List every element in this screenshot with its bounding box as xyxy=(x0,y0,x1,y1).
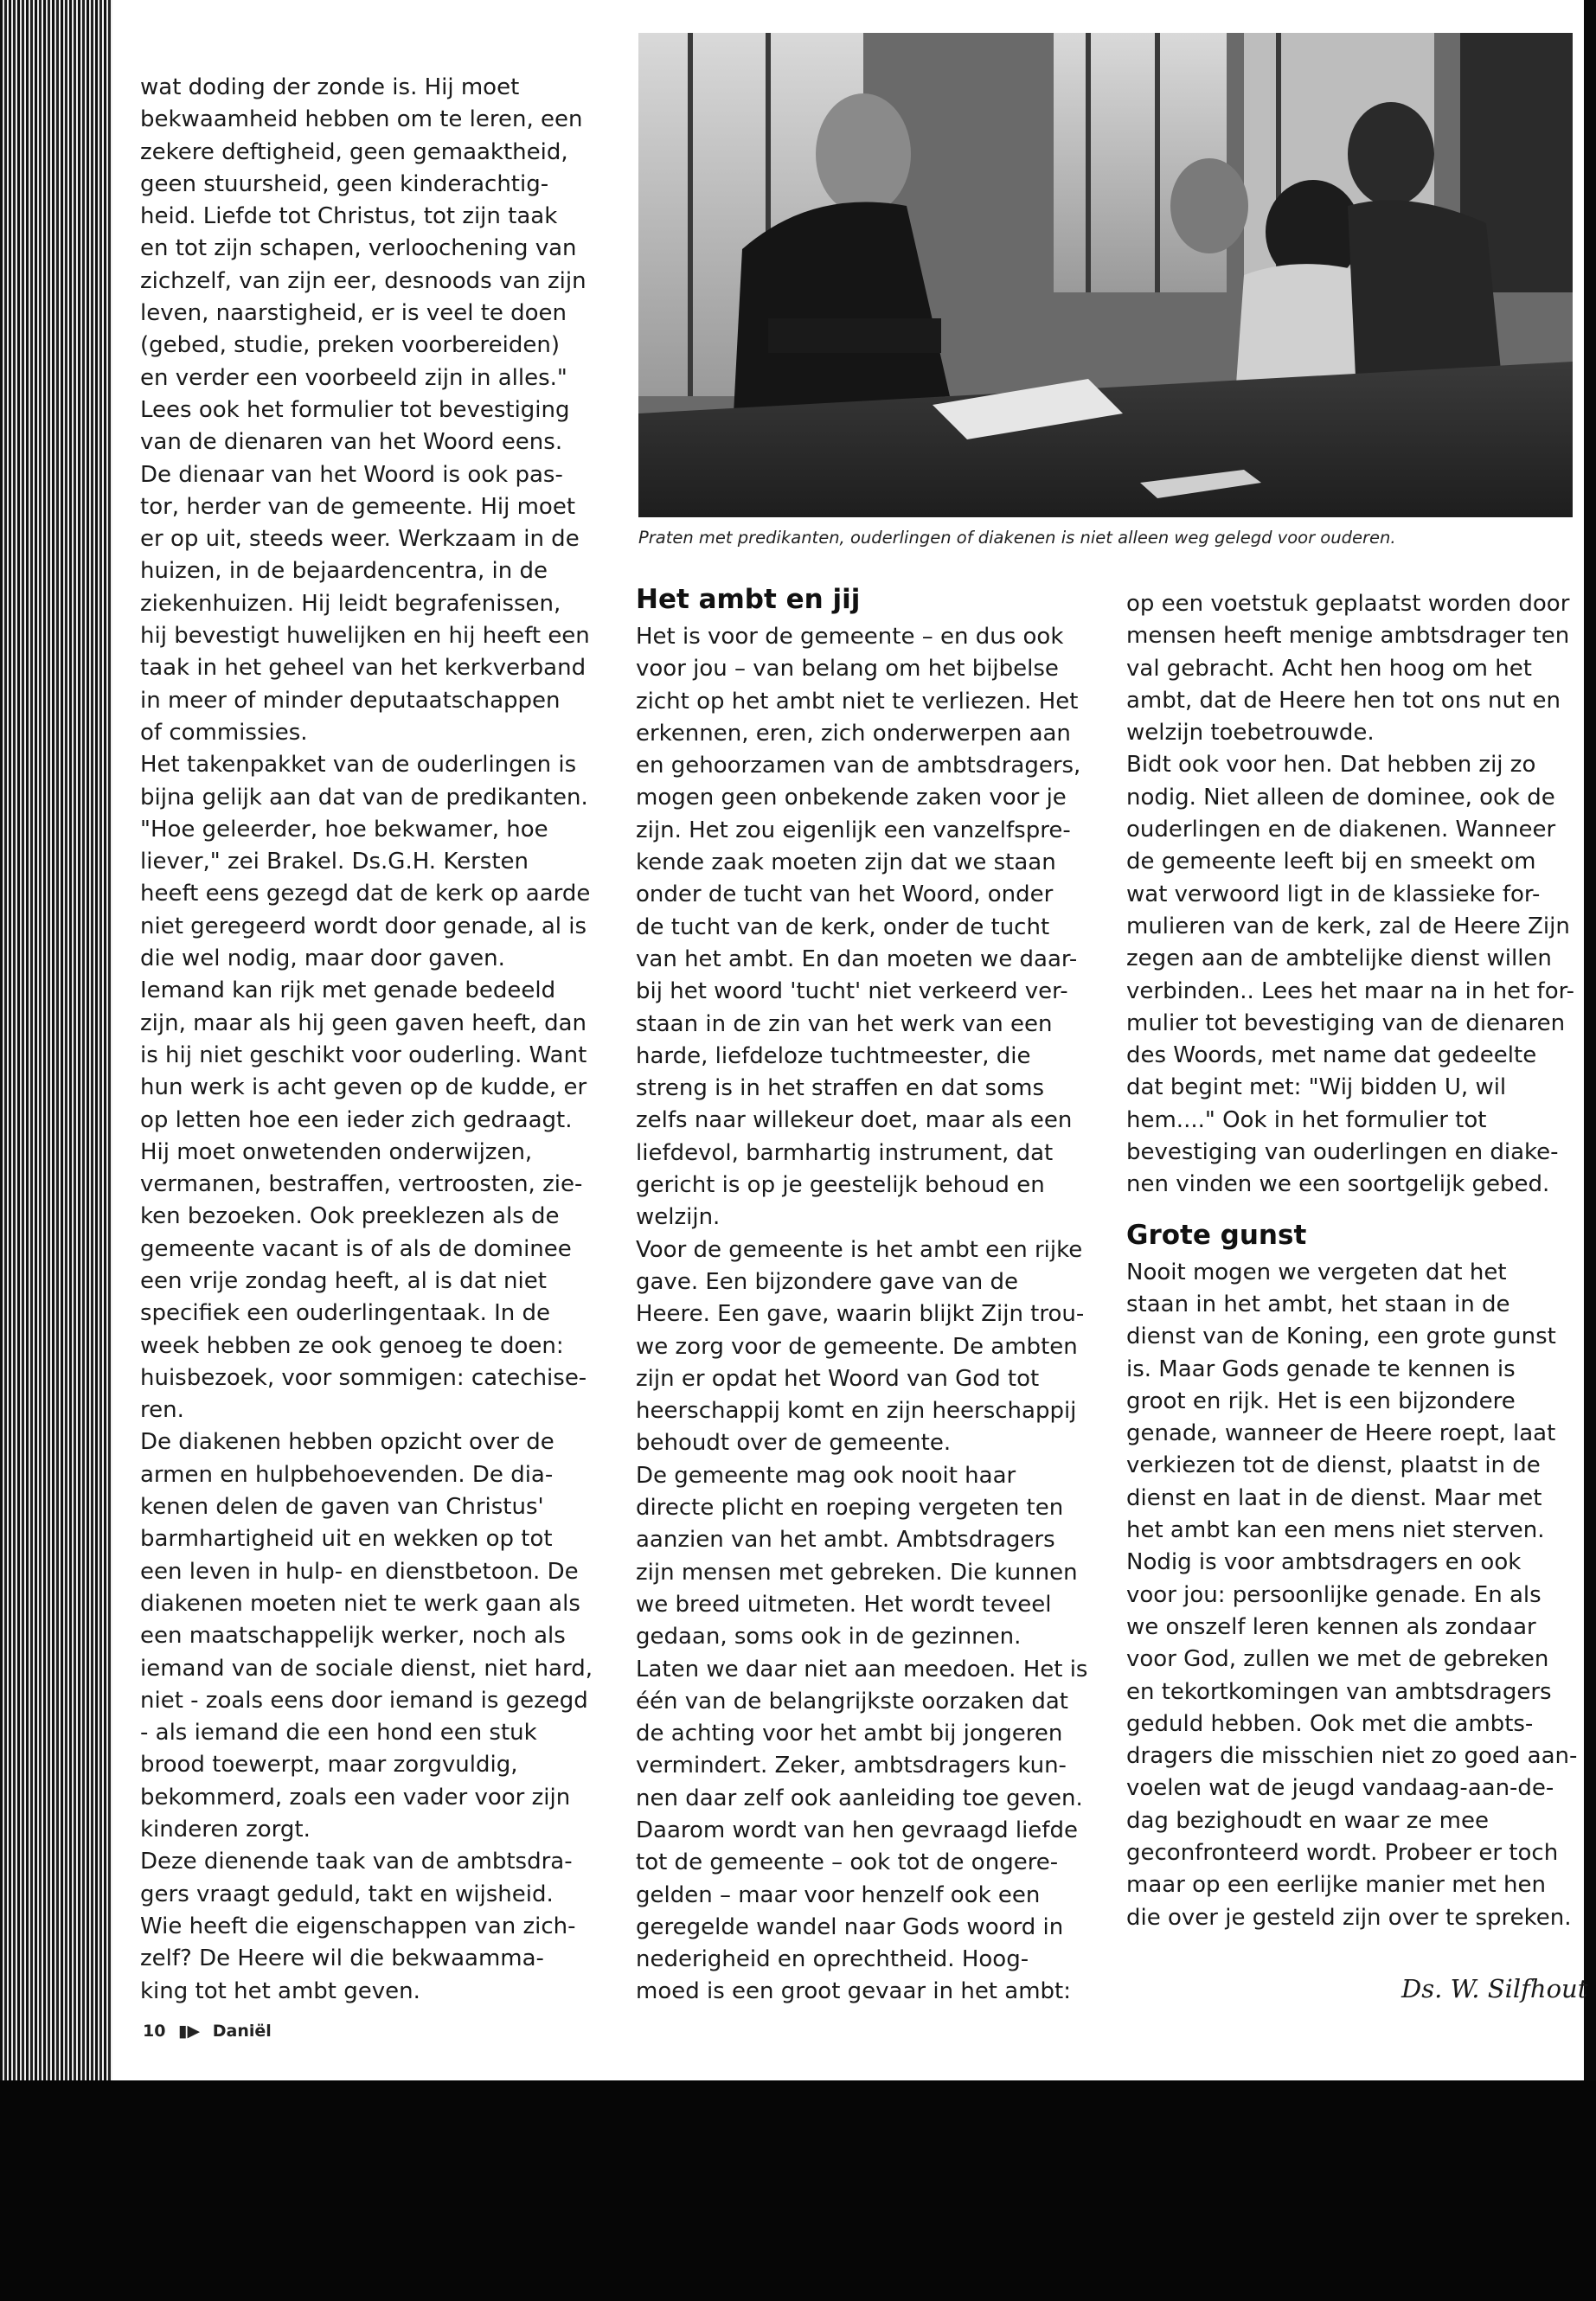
text-line: bevestiging van ouderlingen en diake- xyxy=(1126,1139,1559,1166)
column-3-body-top xyxy=(1126,588,1576,1202)
text-line: specifiek een ouderlingentaak. In de xyxy=(140,1300,551,1327)
text-line: week hebben ze ook genoeg te doen: xyxy=(140,1332,564,1359)
author-signature: Ds. W. Silfhout xyxy=(1401,1974,1588,2003)
text-line: zelfs naar willekeur doet, maar als een xyxy=(636,1107,1073,1134)
text-line: Het takenpakket van de ouderlingen is xyxy=(140,752,577,779)
text-line: groot en rijk. Het is een bijzondere xyxy=(1126,1388,1516,1414)
text-line: nen daar zelf ook aanleiding toe geven. xyxy=(636,1785,1083,1811)
page-footer xyxy=(143,2022,272,2041)
photo-caption: Praten met predikanten, ouderlingen of diakenen is niet alleen weg gelegd voor ouderen. xyxy=(638,528,1396,548)
text-line: we onszelf leren kennen als zondaar xyxy=(1126,1613,1536,1640)
text-line: hij bevestigt huwelijken en hij heeft een xyxy=(140,623,590,650)
text-line: liefdevol, barmhartig instrument, dat xyxy=(636,1139,1054,1166)
text-line: king tot het ambt geven. xyxy=(140,1977,420,2004)
text-line: diakenen moeten niet te werk gaan als xyxy=(140,1590,580,1617)
text-line: ziekenhuizen. Hij leidt begrafenissen, xyxy=(140,590,561,617)
text-line: zijn er opdat het Woord van God tot xyxy=(636,1365,1040,1392)
text-line: mogen geen onbekende zaken voor je xyxy=(636,785,1067,811)
page-number: 10 xyxy=(143,2022,166,2041)
article-column-3 xyxy=(1126,588,1576,1934)
text-line: ren. xyxy=(140,1397,184,1424)
scan-bottom-border xyxy=(0,2080,1596,2301)
right-edge xyxy=(1584,0,1596,2093)
text-line: Iemand kan rijk met genade bedeeld xyxy=(140,977,556,1004)
text-line: zijn. Het zou eigenlijk een vanzelfspre- xyxy=(636,817,1071,843)
text-line: liever," zei Brakel. Ds.G.H. Kersten xyxy=(140,849,529,875)
text-line: een vrije zondag heeft, al is dat niet xyxy=(140,1267,547,1294)
text-line: mensen heeft menige ambtsdrager ten xyxy=(1126,623,1570,650)
text-line: hun werk is acht geven op de kudde, er xyxy=(140,1074,587,1101)
text-line: ambt, dat de Heere hen tot ons nut en xyxy=(1126,687,1561,714)
text-line: Heere. Een gave, waarin blijkt Zijn trou- xyxy=(636,1301,1085,1328)
magazine-name: Daniël xyxy=(212,2022,272,2041)
text-line: Wie heeft die eigenschappen van zich- xyxy=(140,1913,576,1939)
text-line: mulier tot bevestiging van de dienaren xyxy=(1126,1009,1566,1036)
text-line: de gemeente leeft bij en smeekt om xyxy=(1126,849,1536,875)
text-line: Hij moet onwetenden onderwijzen, xyxy=(140,1138,533,1165)
text-line: maar op een eerlijke manier met hen xyxy=(1126,1872,1546,1899)
text-line: geregelde wandel naar Gods woord in xyxy=(636,1913,1064,1940)
text-line: geduld hebben. Ook met die ambts- xyxy=(1126,1710,1534,1737)
text-line: dat begint met: "Wij bidden U, wil xyxy=(1126,1074,1507,1101)
text-line: val gebracht. Acht hen hoog om het xyxy=(1126,655,1532,682)
text-line: niet geregeerd wordt door genade, al is xyxy=(140,913,587,939)
text-line: hem...." Ook in het formulier tot xyxy=(1126,1106,1487,1133)
text-line: des Woords, met name dat gedeelte xyxy=(1126,1042,1537,1069)
text-line: voor God, zullen we met de gebreken xyxy=(1126,1646,1549,1673)
text-line: barmhartigheid uit en wekken op tot xyxy=(140,1526,553,1553)
text-line: bijna gelijk aan dat van de predikanten. xyxy=(140,784,588,811)
text-line: ouderlingen en de diakenen. Wanneer xyxy=(1126,817,1556,843)
text-line: streng is in het straffen en dat soms xyxy=(636,1075,1045,1102)
section-heading-het-ambt-en-jij: Het ambt en jij xyxy=(636,584,861,615)
text-line: huisbezoek, voor sommigen: catechise- xyxy=(140,1364,587,1391)
text-line: verkiezen tot de dienst, plaatst in de xyxy=(1126,1452,1541,1479)
text-line: iemand van de sociale dienst, niet hard, xyxy=(140,1655,593,1682)
text-line: zegen aan de ambtelijke dienst willen xyxy=(1126,945,1552,972)
text-line: geen stuursheid, geen kinderachtig- xyxy=(140,170,549,197)
text-line: we breed uitmeten. Het wordt teveel xyxy=(636,1591,1052,1618)
text-line: bekommerd, zoals een vader voor zijn xyxy=(140,1784,571,1811)
text-line: (gebed, studie, preken voorbereiden) xyxy=(140,332,560,359)
text-line: welzijn. xyxy=(636,1204,721,1231)
article-column-2 xyxy=(636,578,1086,2009)
text-line: Voor de gemeente is het ambt een rijke xyxy=(636,1236,1083,1263)
text-line: voelen wat de jeugd vandaag-aan-de- xyxy=(1126,1775,1554,1802)
text-line: kinderen zorgt. xyxy=(140,1817,311,1843)
text-line: welzijn toebetrouwde. xyxy=(1126,720,1375,747)
text-line: dienst en laat in de dienst. Maar met xyxy=(1126,1484,1542,1511)
text-line: dag bezighoudt en waar ze mee xyxy=(1126,1807,1489,1834)
text-line: zelf? De Heere wil die bekwaamma- xyxy=(140,1945,544,1972)
text-line: onder de tucht van het Woord, onder xyxy=(636,881,1054,908)
text-line: Deze dienende taak van de ambtsdra- xyxy=(140,1849,573,1875)
text-line: nen vinden we een soortgelijk gebed. xyxy=(1126,1171,1550,1198)
text-line: voor jou: persoonlijke genade. En als xyxy=(1126,1581,1542,1608)
text-line: en tot zijn schapen, verloochening van xyxy=(140,235,577,262)
text-line: "Hoe geleerder, hoe bekwamer, hoe xyxy=(140,816,548,843)
text-line: Nooit mogen we vergeten dat het xyxy=(1126,1259,1507,1285)
text-line: nodig. Niet alleen de dominee, ook de xyxy=(1126,784,1555,811)
text-line: van de dienaren van het Woord eens. xyxy=(140,429,563,456)
text-line: geconfronteerd wordt. Probeer er toch xyxy=(1126,1839,1559,1866)
text-line: dragers die misschien niet zo goed aan- xyxy=(1126,1743,1578,1770)
text-line: tor, herder van de gemeente. Hij moet xyxy=(140,493,576,520)
text-line: De dienaar van het Woord is ook pas- xyxy=(140,461,563,488)
text-line: voor jou – van belang om het bijbelse xyxy=(636,656,1059,683)
arrow-icon: ▮▶ xyxy=(178,2022,201,2041)
text-line: gericht is op je geestelijk behoud en xyxy=(636,1172,1045,1199)
text-line: Bidt ook voor hen. Dat hebben zij zo xyxy=(1126,752,1536,779)
text-line: erkennen, eren, zich onderwerpen aan xyxy=(636,720,1071,747)
text-line: De gemeente mag ook nooit haar xyxy=(636,1462,1016,1489)
section-heading-grote-gunst: Grote gunst xyxy=(1126,1219,1307,1251)
text-line: en gehoorzamen van de ambtsdragers, xyxy=(636,753,1081,779)
column-3-body-bottom xyxy=(1126,1257,1576,1934)
text-line: gemeente vacant is of als de dominee xyxy=(140,1235,572,1262)
text-line: op letten hoe een ieder zich gedraagt. xyxy=(140,1106,573,1133)
text-line: en tekortkomingen van ambtsdragers xyxy=(1126,1678,1552,1705)
text-line: heeft eens gezegd dat de kerk op aarde xyxy=(140,881,591,907)
text-line: Nodig is voor ambtsdragers en ook xyxy=(1126,1549,1522,1576)
text-line: armen en hulpbehoevenden. De dia- xyxy=(140,1461,554,1488)
text-line: staan in de zin van het werk van een xyxy=(636,1010,1053,1037)
text-line: de achting voor het ambt bij jongeren xyxy=(636,1721,1063,1747)
text-line: aanzien van het ambt. Ambtsdragers xyxy=(636,1527,1055,1554)
text-line: bij het woord 'tucht' niet verkeerd ver- xyxy=(636,978,1068,1005)
text-line: van het ambt. En dan moeten we daar- xyxy=(636,945,1078,972)
text-line: taak in het geheel van het kerkverband xyxy=(140,655,586,682)
text-line: gers vraagt geduld, takt en wijsheid. xyxy=(140,1881,554,1907)
text-line: verbinden.. Lees het maar na in het for- xyxy=(1126,977,1575,1004)
text-line: op een voetstuk geplaatst worden door xyxy=(1126,591,1570,617)
text-line: ken bezoeken. Ook preeklezen als de xyxy=(140,1203,560,1230)
text-line: heid. Liefde tot Christus, tot zijn taak xyxy=(140,203,558,230)
text-line: zekere deftigheid, geen gemaaktheid, xyxy=(140,138,568,165)
text-line: een maatschappelijk werker, noch als xyxy=(140,1623,566,1650)
text-line: kenen delen de gaven van Christus' xyxy=(140,1494,544,1521)
text-line: gelden – maar voor henzelf ook een xyxy=(636,1881,1041,1908)
text-line: gave. Een bijzondere gave van de xyxy=(636,1268,1019,1295)
text-line: gedaan, soms ook in de gezinnen. xyxy=(636,1624,1022,1650)
text-line: Daarom wordt van hen gevraagd liefde xyxy=(636,1817,1078,1843)
text-line: die over je gesteld zijn over te spreken. xyxy=(1126,1904,1572,1931)
text-line: huizen, in de bejaardencentra, in de xyxy=(140,558,548,585)
text-line: bekwaamheid hebben om te leren, een xyxy=(140,106,583,133)
text-line: het ambt kan een mens niet sterven. xyxy=(1126,1517,1545,1544)
page-stack-edge xyxy=(0,0,112,2093)
text-line: leven, naarstigheid, er is veel te doen xyxy=(140,300,567,327)
text-line: zijn, maar als hij geen gaven heeft, dan xyxy=(140,1009,587,1036)
text-line: heerschappij komt en zijn heerschappij xyxy=(636,1398,1077,1425)
text-line: of commissies. xyxy=(140,719,308,746)
text-line: - als iemand die een hond een stuk xyxy=(140,1720,537,1747)
text-line: er op uit, steeds weer. Werkzaam in de xyxy=(140,526,580,553)
text-line: vermanen, bestraffen, vertroosten, zie- xyxy=(140,1171,583,1198)
text-line: Lees ook het formulier tot bevestiging xyxy=(140,396,570,423)
text-line: we zorg voor de gemeente. De ambten xyxy=(636,1333,1078,1360)
text-line: moed is een groot gevaar in het ambt: xyxy=(636,1978,1071,2005)
text-line: die wel nodig, maar door gaven. xyxy=(140,945,505,972)
text-line: is. Maar Gods genade te kennen is xyxy=(1126,1356,1516,1382)
text-line: en verder een voorbeeld zijn in alles." xyxy=(140,364,567,391)
text-line: Het is voor de gemeente – en dus ook xyxy=(636,624,1064,650)
article-column-1 xyxy=(140,72,625,2008)
text-line: dienst van de Koning, een grote gunst xyxy=(1126,1324,1556,1350)
article-photo xyxy=(638,33,1573,517)
text-line: vermindert. Zeker, ambtsdragers kun- xyxy=(636,1753,1067,1779)
text-line: wat doding der zonde is. Hij moet xyxy=(140,74,520,100)
text-line: zicht op het ambt niet te verliezen. Het xyxy=(636,688,1079,715)
text-line: wat verwoord ligt in de klassieke for- xyxy=(1126,881,1541,907)
text-line: één van de belangrijkste oorzaken dat xyxy=(636,1688,1068,1715)
text-line: directe plicht en roeping vergeten ten xyxy=(636,1495,1064,1522)
text-line: Laten we daar niet aan meedoen. Het is xyxy=(636,1656,1088,1682)
text-line: behoudt over de gemeente. xyxy=(636,1430,952,1457)
text-line: tot de gemeente – ook tot de ongere- xyxy=(636,1849,1059,1876)
text-line: harde, liefdeloze tuchtmeester, die xyxy=(636,1042,1031,1069)
text-line: in meer of minder deputaatschappen xyxy=(140,687,561,714)
text-line: mulieren van de kerk, zal de Heere Zijn xyxy=(1126,913,1570,939)
text-line: nederigheid en oprechtheid. Hoog- xyxy=(636,1946,1029,1973)
text-line: brood toewerpt, maar zorgvuldig, xyxy=(140,1752,518,1779)
text-line: zichzelf, van zijn eer, desnoods van zijn xyxy=(140,267,586,294)
text-line: zijn mensen met gebreken. Die kunnen xyxy=(636,1559,1078,1586)
column-2-body xyxy=(636,621,1086,2009)
text-line: kende zaak moeten zijn dat we staan xyxy=(636,849,1056,876)
text-line: genade, wanneer de Heere roept, laat xyxy=(1126,1420,1556,1447)
text-line: een leven in hulp- en dienstbetoon. De xyxy=(140,1558,579,1585)
text-line: is hij niet geschikt voor ouderling. Want xyxy=(140,1042,587,1068)
text-line: staan in het ambt, het staan in de xyxy=(1126,1291,1510,1317)
text-line: niet - zoals eens door iemand is gezegd xyxy=(140,1687,588,1714)
text-line: de tucht van de kerk, onder de tucht xyxy=(636,913,1050,940)
text-line: De diakenen hebben opzicht over de xyxy=(140,1429,554,1456)
